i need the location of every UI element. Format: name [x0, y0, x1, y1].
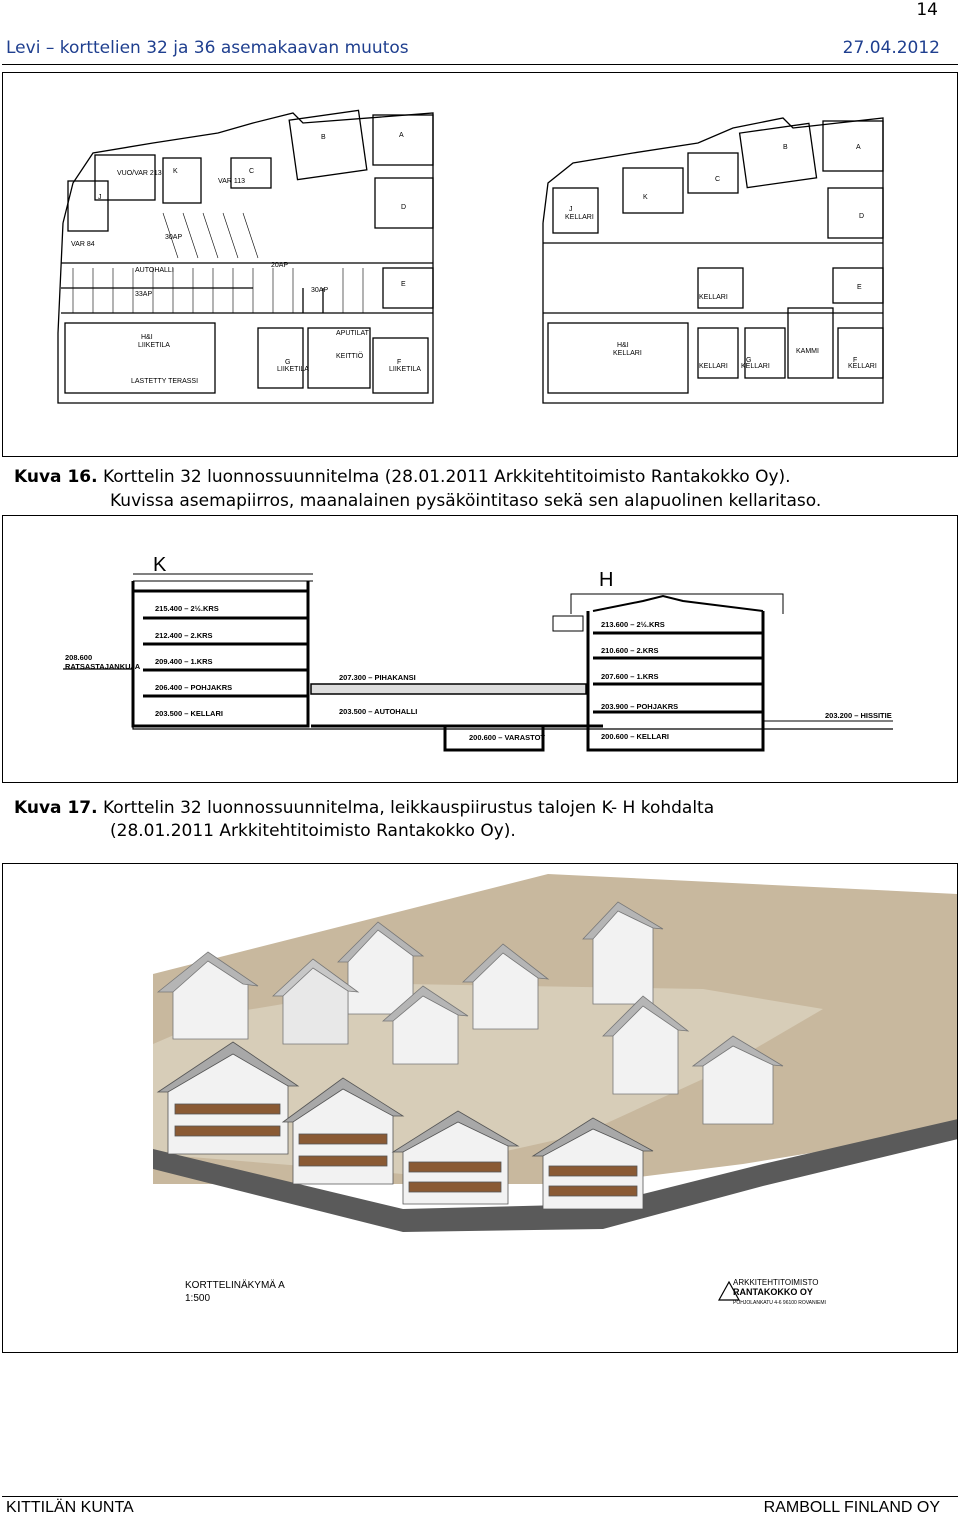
plan-right-label-kellari-g: KELLARI	[741, 363, 770, 370]
firm-name-line1: ARKKITEHTITOIMISTO	[733, 1278, 819, 1287]
block-view-frame	[2, 863, 958, 1353]
footer-right: RAMBOLL FINLAND OY	[763, 1499, 940, 1516]
plan-left-label-ap4: 30AP	[311, 287, 329, 294]
plan-right-label-k: K	[643, 194, 648, 201]
hissitie-label: 203.200 – HISSITIE	[825, 711, 892, 720]
header-title: Levi – korttelien 32 ja 36 asemakaavan muutos	[6, 38, 409, 58]
pihakansi-label: 207.300 – PIHAKANSI	[339, 673, 416, 682]
view-scale: 1:500	[185, 1293, 211, 1304]
h-level-4: 200.600 – KELLARI	[601, 732, 669, 741]
plan-right-label-j: J	[569, 206, 573, 213]
plan-right-label-g: G	[746, 357, 752, 364]
plan-left-label-ap3: 20AP	[271, 262, 289, 269]
plan-left-label-b: B	[321, 134, 326, 141]
figure17-caption-line2: (28.01.2011 Arkkitehtitoimisto Rantakokko Oy).	[110, 821, 516, 841]
figure16-caption-line2: Kuvissa asemapiirros, maanalainen pysäköintitaso sekä sen alapuolinen kellaritaso.	[110, 491, 822, 511]
plan-right-label-b: B	[783, 144, 788, 151]
footer-divider	[2, 1496, 958, 1497]
figure16-label: Kuva 16.	[14, 467, 98, 487]
plan-right-label-kellari-e: KELLARI	[699, 294, 728, 301]
view-title: KORTTELINÄKYMÄ A	[185, 1280, 285, 1291]
site-plans-drawing	[3, 73, 957, 456]
plan-left-label-g: G	[285, 359, 291, 366]
header-date: 27.04.2012	[842, 38, 940, 58]
figure17-caption-line1	[14, 797, 954, 820]
plan-right-label-d: D	[859, 213, 865, 220]
plan-left-label-var3: VUO/VAR 213	[117, 170, 162, 177]
street-name: RATSASTAJANKUJA	[65, 662, 141, 671]
k-level-0: 215.400 – 2½.KRS	[155, 604, 219, 613]
plan-left-label-autohalli: AUTOHALLI	[135, 267, 174, 274]
plan-left-label-c: C	[249, 168, 255, 175]
plan-right-label-a: A	[856, 144, 861, 151]
plan-left-label-j: J	[98, 194, 102, 201]
plan-left-labels	[71, 132, 421, 385]
plan-left-label-k: K	[173, 168, 178, 175]
plan-left-label-f: F	[397, 359, 402, 366]
plan-left-label-liiketila2: LIIKETILA	[277, 366, 309, 373]
section-drawing	[3, 516, 957, 782]
block-view-render	[3, 864, 957, 1352]
k-level-3: 206.400 – POHJAKRS	[155, 683, 233, 692]
plan-left-label-liiketila3: LIIKETILA	[389, 366, 421, 373]
plan-left-label-var2: VAR 84	[71, 241, 95, 248]
plan-right-label-c: C	[715, 176, 721, 183]
firm-name-line2: RANTAKOKKO OY	[733, 1287, 813, 1297]
plan-right-label-kellari-hi: KELLARI	[613, 350, 642, 357]
header-divider	[2, 64, 958, 65]
section-label-k: K	[153, 554, 167, 576]
plan-left-label-var1: VAR 113	[218, 178, 245, 185]
plan-left-label-e: E	[401, 281, 406, 288]
plan-right-labels	[565, 144, 877, 370]
firm-address: POHJOLANKATU 4-6 96100 ROVANIEMI	[733, 1300, 826, 1306]
plan-left-label-a: A	[399, 132, 404, 139]
figure17-caption-text: Korttelin 32 luonnossuunnitelma, leikkauspiirustus talojen K- H kohdalta	[102, 798, 715, 818]
plan-left	[58, 110, 433, 403]
plan-left-label-keittio: KEITTIÖ	[336, 353, 364, 360]
plan-right-label-e: E	[857, 284, 862, 291]
plan-right-label-kellari-f: KELLARI	[848, 363, 877, 370]
figure16-frame	[2, 72, 958, 457]
plan-left-label-ap2: 33AP	[135, 291, 153, 298]
figure16-caption-line1	[14, 466, 954, 489]
autohalli-label: 203.500 – AUTOHALLI	[339, 707, 418, 716]
plan-left-label-liiketila1: LIIKETILA	[138, 342, 170, 349]
plan-left-label-ap1: 30AP	[165, 234, 183, 241]
h-level-1: 210.600 – 2.KRS	[601, 646, 659, 655]
plan-right-label-kellari-x: KELLARI	[699, 363, 728, 370]
h-level-3: 203.900 – POHJAKRS	[601, 702, 679, 711]
varastot-label: 200.600 – VARASTOT	[469, 733, 546, 742]
k-level-4: 203.500 – KELLARI	[155, 709, 223, 718]
page-number: 14	[916, 0, 938, 20]
k-level-1: 212.400 – 2.KRS	[155, 631, 213, 640]
h-level-0: 213.600 – 2½.KRS	[601, 620, 665, 629]
street-level: 208.600	[65, 653, 93, 662]
figure17-frame	[2, 515, 958, 783]
plan-right-label-kellari-j: KELLARI	[565, 214, 594, 221]
figure16-caption-text: Korttelin 32 luonnossuunnitelma (28.01.2011 Arkkitehtitoimisto Rantakokko Oy).	[102, 467, 791, 487]
figure17-label: Kuva 17.	[14, 798, 98, 818]
k-level-2: 209.400 – 1.KRS	[155, 657, 213, 666]
plan-right-label-hi: H&I	[617, 342, 629, 349]
footer-left: KITTILÄN KUNTA	[6, 1499, 134, 1516]
plan-left-label-hi: H&I	[141, 334, 153, 341]
plan-right-label-f: F	[853, 357, 858, 364]
plan-right-label-kammi: KAMMI	[796, 348, 819, 355]
plan-left-label-d: D	[401, 204, 407, 211]
h-level-2: 207.600 – 1.KRS	[601, 672, 659, 681]
plan-right	[543, 118, 883, 403]
plan-left-label-lastaus: LASTETTY TERASSI	[131, 378, 199, 385]
section-label-h: H	[599, 569, 614, 591]
plan-left-label-aputilat: APUTILAT	[336, 330, 369, 337]
